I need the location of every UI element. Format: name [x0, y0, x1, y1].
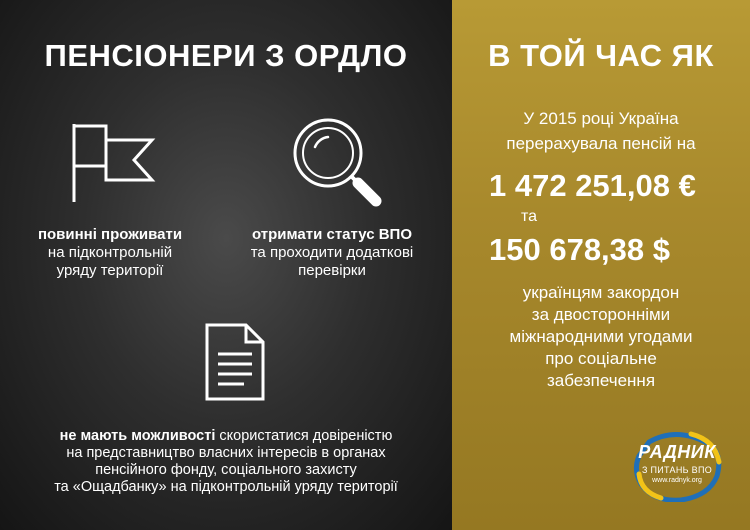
- logo-subtitle: З ПИТАНЬ ВПО: [641, 465, 713, 475]
- item-proxy-line3: пенсійного фонду, соціального захисту: [95, 462, 357, 478]
- document-icon: [204, 322, 266, 402]
- item-vpo-status: [232, 226, 432, 280]
- right-title: В ТОЙ ЧАС ЯК: [488, 38, 714, 73]
- item-vpo-line3: перевірки: [298, 262, 366, 279]
- logo-name: РАДНИК: [638, 442, 716, 462]
- right-intro: [452, 106, 750, 156]
- right-intro-line1: У 2015 році Україна: [523, 109, 679, 128]
- item-proxy-line4: та «Ощадбанку» на підконтрольній уряду території: [54, 479, 398, 495]
- item-residence: [10, 226, 210, 280]
- item-residence-line2: на підконтрольній: [47, 244, 173, 261]
- item-proxy: [0, 428, 452, 496]
- amount-eur: 1 472 251,08 €: [489, 168, 696, 203]
- item-vpo-bold: отримати статус ВПО: [251, 226, 412, 243]
- item-residence-line3: уряду території: [56, 262, 164, 279]
- right-outro: [452, 282, 750, 392]
- left-title: ПЕНСІОНЕРИ З ОРДЛО: [44, 38, 408, 73]
- magnifier-icon: [290, 115, 384, 209]
- amount-usd: 150 678,38 $: [489, 232, 671, 267]
- right-outro-line5: забезпечення: [546, 371, 656, 390]
- right-intro-line2: перерахувала пенсій на: [506, 134, 696, 153]
- item-residence-bold: повинні проживати: [37, 226, 183, 243]
- item-proxy-line2: на представництво власних інтересів в органах: [66, 445, 386, 461]
- right-outro-line3: міжнародними угодами: [509, 327, 693, 346]
- item-vpo-line2: та проходити додаткові: [250, 244, 414, 261]
- item-proxy-bold: не мають можливості: [59, 428, 216, 444]
- logo-text: [631, 442, 723, 484]
- connector-ta: та: [520, 208, 537, 225]
- flag-icon: [68, 118, 160, 204]
- right-outro-line2: за двосторонніми: [531, 305, 671, 324]
- logo-url: www.radnyk.org: [652, 477, 702, 484]
- right-outro-line1: українцям закордон: [522, 283, 680, 302]
- right-outro-line4: про соціальне: [545, 349, 657, 368]
- item-proxy-line1: скористатися довіреністю: [215, 428, 393, 444]
